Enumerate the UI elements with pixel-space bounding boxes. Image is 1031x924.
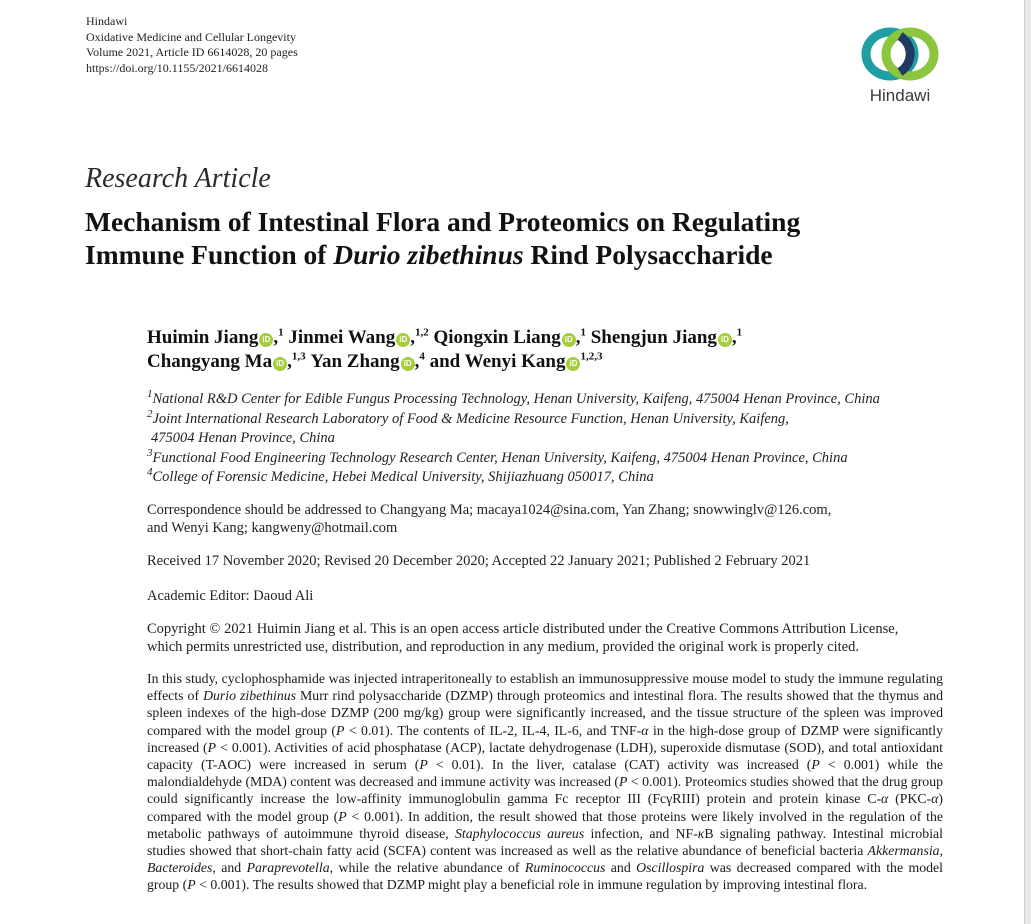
abstract-italic-term: κ [697,825,705,841]
author: Changyang Ma iD ,$^{1,3}$ [147,350,306,372]
affiliation-number: 1 [147,388,153,401]
abstract-italic-term: Oscillospira [636,860,705,876]
title-line-2 [85,238,800,271]
author-name[interactable]: Shengjun Jiang [590,327,717,348]
abstract-segment: , while the relative abundance of [329,860,525,876]
abstract-segment: < 0.01). The contents of IL-2, IL-4, IL-6, and TNF- [344,722,642,738]
abstract-italic-term: α [931,791,939,807]
author [430,350,603,374]
author-affiliation: 1,2,3 [580,350,603,363]
affiliation [147,446,880,469]
orcid-icon[interactable]: iD [566,357,580,371]
abstract-segment: < 0.001) while the malondialdehyde (MDA) content was decreased and immune activity was increased ( [147,757,943,790]
journal-header [86,14,298,76]
abstract-italic-term: Bacteroides [147,860,213,876]
abstract-italic-term: P [336,722,345,738]
affiliations [147,390,880,488]
author-name[interactable]: Changyang Ma [147,351,273,372]
author-affiliation: 1 [580,326,586,339]
affiliation [147,407,880,430]
abstract-italic-term: P [419,757,428,773]
doi-link[interactable]: https://doi.org/10.1155/2021/6614028 [86,60,269,75]
affiliation [147,390,880,410]
logo-wordmark: Hindawi [869,86,931,105]
author: Huimin Jiang iD ,$^1$ [147,326,284,348]
abstract-italic-term: Paraprevotella [246,860,330,876]
affiliation-text: 475004 Henan Province, China [151,430,335,446]
affiliation-text: College of Forensic Medicine, Hebei Medical University, Shijiazhuang 050017, China [152,469,654,485]
abstract-italic-term: P [187,877,196,893]
correspondence-line: Correspondence should be addressed to Changyang Ma; macaya1024@sina.com, Yan Zhang; snowwinglv@126.com, [147,502,832,518]
orcid-icon[interactable]: iD [396,333,410,347]
author: Qiongxin Liang iD ,$^1$ [433,326,586,348]
author-list [147,326,742,374]
author: Jinmei Wang iD ,$^{1,2}$ [288,326,429,348]
title-species: Durio zibethinus [333,239,524,270]
abstract-segment: In this study, cyclophosphamide was injected intraperitoneally to establish an immunosuppressive mouse model to study the immune regulating effects of [147,671,943,704]
abstract-italic-term: α [881,791,889,807]
article-title [85,205,800,271]
author-name[interactable]: Yan Zhang [310,351,400,372]
correspondence [147,501,831,537]
academic-editor: Academic Editor: Daoud Ali [147,588,314,604]
orcid-icon[interactable]: iD [273,357,287,371]
title-part: Immune Function of [85,239,334,270]
abstract-segment: < 0.001). The results showed that DZMP might play a beneficial role in immune regulation by improving intestinal flora. [195,877,868,893]
abstract-segment: in the high-dose group of DZMP were significantly increased ( [147,722,943,755]
correspondence-line: and Wenyi Kang; kangweny@hotmail.com [147,520,398,536]
affiliation [147,468,880,488]
abstract-segment: and [605,860,637,876]
abstract-text [147,670,943,894]
publisher-name: Hindawi [86,14,128,28]
copyright-line: Copyright © 2021 Huimin Jiang et al. This is an open access article distributed under the Creative Commons Attribution License, [147,621,899,637]
affiliation-text: Joint International Research Laboratory of Food & Medicine Resource Function, Henan University, Kaifeng, [152,410,789,427]
affiliation-number: 2 [147,407,153,420]
orcid-icon[interactable]: iD [259,333,273,347]
abstract-segment: ) compared with the model group ( [147,791,943,824]
author-affiliation: 1,2 [414,326,429,339]
page-edge [1024,0,1031,924]
orcid-icon[interactable]: iD [562,333,576,347]
orcid-icon[interactable]: iD [718,333,732,347]
author-name[interactable]: Qiongxin Liang [433,327,561,348]
copyright-line: which permits unrestricted use, distribution, and reproduction in any medium, provided the original work is properly cited. [147,639,859,655]
affiliation-number: 3 [147,446,153,459]
abstract-italic-term: P [811,757,820,773]
author-affiliation: 1 [736,326,743,339]
orcid-icon[interactable]: iD [401,357,415,371]
abstract-italic-term: α [641,722,649,738]
title-line-1: Mechanism of Intestinal Flora and Proteomics on Regulating [85,206,801,237]
copyright-notice [147,620,898,656]
abstract-segment: < 0.001). Proteomics studies showed that the drug group could significantly increase the low-affinity immunoglobulin gamma Fc receptor III (FcγRIII) protein and protein kinase C- [147,774,943,807]
abstract-segment: B signaling pathway. Intestinal microbial studies showed that short-chain fatty acid (SCFA) content was increased as well as the relative abundance of beneficial bacteria [147,825,943,859]
author-affiliation: 1,3 [291,350,306,363]
affiliation-text: National R&D Center for Edible Fungus Processing Technology, Henan University, Kaifeng, 475004 Henan Province, China [152,391,880,407]
abstract-segment: infection, and NF- [584,825,698,841]
journal-name: Oxidative Medicine and Cellular Longevity [86,29,296,44]
abstract-italic-term: P [338,808,347,824]
author-affiliation: 4 [419,350,425,363]
author: Shengjun Jiang iD ,$^1$ [590,326,743,348]
abstract-italic-term: P [619,774,628,790]
author-name[interactable]: Jinmei Wang [288,327,396,348]
abstract-italic-term: Staphylococcus aureus [455,825,585,841]
author: Yan Zhang iD ,$^4$ [310,350,425,372]
author-line-2 [147,350,742,374]
abstract-segment: , and [212,860,247,876]
author-affiliation: 1 [278,326,284,339]
abstract-italic-term: Ruminococcus [524,860,606,876]
abstract-italic-term: P [207,739,217,755]
abstract-italic-term: Akkermansia [867,843,940,859]
author-line-1 [147,326,742,350]
volume-info: Volume 2021, Article ID 6614028, 20 pages [86,45,298,59]
abstract-segment: < 0.001). Activities of acid phosphatase (ACP), lactate dehydrogenase (LDH), superoxide dismutase (SOD), and total antioxidant capacity (T-AOC) were increased in serum ( [147,739,943,773]
abstract-italic-term: Durio zibethinus [203,688,297,704]
author-name[interactable]: Huimin Jiang [147,327,259,348]
abstract-segment: (PKC- [888,791,932,807]
abstract-segment: Murr rind polysaccharide (DZMP) through proteomics and intestinal flora. The results showed that the thymus and spleen indexes of the high-dose DZMP (200 mg/kg) group were significantly increased, and the tissue structure of the spleen was improved compared with the model group ( [147,688,943,738]
title-part: Rind Polysaccharide [523,239,773,270]
author-name[interactable]: and Wenyi Kang [429,351,566,372]
abstract-segment: was decreased compared with the model group ( [147,860,943,893]
affiliation-text: Functional Food Engineering Technology Research Center, Henan University, Kaifeng, 475004 Henan Province, China [152,449,848,466]
article-dates: Received 17 November 2020; Revised 20 December 2020; Accepted 22 January 2021; Published 2 February 2021 [147,553,811,569]
article-type: Research Article [85,163,271,194]
affiliation-number: 4 [147,466,153,479]
abstract-segment: < 0.001). In addition, the result showed that those proteins were likely involved in the regulation of the metabolic pathways of autoimmune thyroid disease, [147,808,943,841]
abstract-segment: , [939,843,943,859]
affiliation [147,429,880,449]
abstract-segment: < 0.01). In the liver, catalase (CAT) activity was increased ( [427,757,812,773]
